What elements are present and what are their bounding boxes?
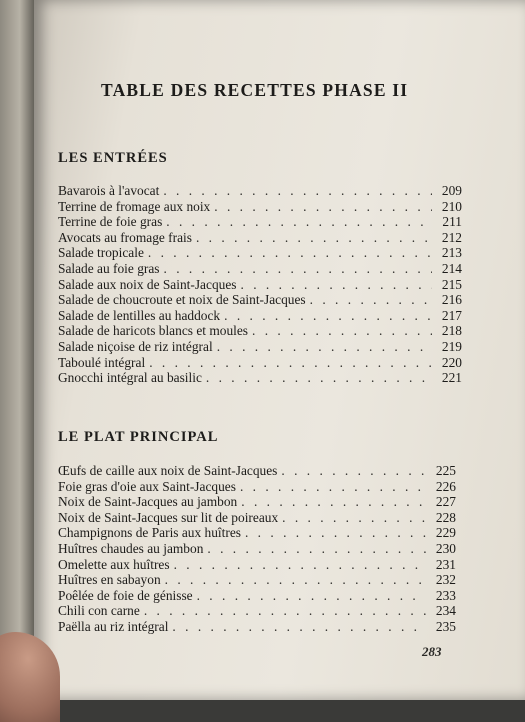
dot-leader xyxy=(166,214,432,230)
recipe-name: Avocats au fromage frais xyxy=(58,229,192,245)
recipe-name: Champignons de Paris aux huîtres xyxy=(58,525,241,541)
recipe-page-number: 214 xyxy=(441,260,462,276)
recipe-page-number: 226 xyxy=(435,478,456,494)
dot-leader xyxy=(240,479,426,495)
recipe-list-plat-principal xyxy=(58,463,456,635)
recipe-name: Salade de haricots blancs et moules xyxy=(58,323,249,339)
page-number: 283 xyxy=(422,644,442,659)
recipe-name: Terrine de fromage aux noix xyxy=(58,198,211,214)
facing-page-edge xyxy=(0,0,36,700)
dot-leader xyxy=(196,230,432,246)
recipe-page-number: 232 xyxy=(435,572,456,588)
recipe-page-number: 218 xyxy=(441,323,462,339)
recipe-name: Taboulé intégral xyxy=(58,354,146,370)
recipe-page-number: 215 xyxy=(441,276,462,292)
recipe-page-number: 209 xyxy=(441,183,462,198)
recipe-page-number: 229 xyxy=(435,525,456,541)
dot-leader xyxy=(224,308,432,324)
dot-leader xyxy=(281,463,426,479)
dot-leader xyxy=(172,619,426,635)
dot-leader xyxy=(245,525,426,541)
dot-leader xyxy=(206,370,432,386)
toc-entry xyxy=(58,339,462,355)
recipe-page-number: 233 xyxy=(435,587,456,603)
recipe-page-number: 212 xyxy=(441,229,462,245)
recipe-name: Poêlée de foie de génisse xyxy=(58,587,193,603)
recipe-name: Huîtres chaudes au jambon xyxy=(58,540,204,556)
recipe-page-number: 217 xyxy=(441,307,462,323)
recipe-page-number: 216 xyxy=(441,292,462,308)
toc-entry xyxy=(58,292,462,308)
toc-entry xyxy=(58,199,462,215)
toc-entry xyxy=(58,463,456,479)
recipe-name: Chili con carne xyxy=(58,603,140,619)
recipe-page-number: 227 xyxy=(435,494,456,510)
recipe-name: Salade niçoise de riz intégral xyxy=(58,338,213,354)
toc-entry xyxy=(58,183,462,199)
recipe-name: Œufs de caille aux noix de Saint-Jacques xyxy=(58,463,278,478)
recipe-name: Salade de lentilles au haddock xyxy=(58,307,221,323)
section-heading-plat-principal: LE PLAT PRINCIPAL xyxy=(58,429,219,445)
dot-leader xyxy=(165,572,426,588)
recipe-page-number: 219 xyxy=(441,338,462,354)
recipe-name: Noix de Saint-Jacques au jambon xyxy=(58,494,238,510)
recipe-name: Noix de Saint-Jacques sur lit de poireaux xyxy=(58,509,279,525)
recipe-name: Salade tropicale xyxy=(58,245,144,261)
toc-entry xyxy=(58,214,462,230)
dot-leader xyxy=(282,510,426,526)
toc-entry xyxy=(58,355,462,371)
dot-leader xyxy=(164,261,432,277)
recipe-page-number: 210 xyxy=(441,198,462,214)
dot-leader xyxy=(310,292,432,308)
recipe-name: Foie gras d'oie aux Saint-Jacques xyxy=(58,478,236,494)
toc-entry xyxy=(58,261,462,277)
toc-entry xyxy=(58,525,456,541)
toc-entry xyxy=(58,323,462,339)
recipe-name: Omelette aux huîtres xyxy=(58,556,170,572)
dot-leader xyxy=(207,541,426,557)
toc-entry xyxy=(58,479,456,495)
dot-leader xyxy=(174,557,426,573)
dot-leader xyxy=(149,355,432,371)
recipe-page-number: 211 xyxy=(442,214,462,230)
toc-entry xyxy=(58,510,456,526)
section-heading-entrees: LES ENTRÉES xyxy=(58,150,168,166)
recipe-page-number: 230 xyxy=(435,540,456,556)
toc-entry xyxy=(58,245,462,261)
dot-leader xyxy=(214,199,432,215)
toc-entry xyxy=(58,541,456,557)
recipe-page-number: 228 xyxy=(435,509,456,525)
recipe-page-number: 225 xyxy=(435,463,456,478)
page-title: TABLE DES RECETTES PHASE II xyxy=(101,80,409,100)
toc-entry xyxy=(58,308,462,324)
toc-entry xyxy=(58,588,456,604)
dot-leader xyxy=(241,494,426,510)
dot-leader xyxy=(163,183,432,199)
recipe-page-number: 213 xyxy=(441,245,462,261)
dot-leader xyxy=(252,323,432,339)
toc-entry xyxy=(58,230,462,246)
toc-entry xyxy=(58,277,462,293)
recipe-name: Bavarois à l'avocat xyxy=(58,183,160,198)
recipe-name: Salade aux noix de Saint-Jacques xyxy=(58,276,237,292)
recipe-page-number: 234 xyxy=(435,603,456,619)
toc-entry xyxy=(58,603,456,619)
recipe-name: Gnocchi intégral au basilic xyxy=(58,370,202,386)
recipe-page-number: 231 xyxy=(435,556,456,572)
dot-leader xyxy=(241,277,433,293)
toc-entry xyxy=(58,557,456,573)
dot-leader xyxy=(148,245,432,261)
recipe-name: Paëlla au riz intégral xyxy=(58,618,169,634)
recipe-name: Terrine de foie gras xyxy=(58,214,163,230)
toc-entry xyxy=(58,370,462,386)
toc-entry xyxy=(58,494,456,510)
toc-entry xyxy=(58,619,456,635)
recipe-page-number: 235 xyxy=(435,618,456,634)
dot-leader xyxy=(217,339,432,355)
dot-leader xyxy=(144,603,426,619)
recipe-name: Salade de choucroute et noix de Saint-Jacques xyxy=(58,292,306,308)
toc-entry xyxy=(58,572,456,588)
recipe-name: Salade au foie gras xyxy=(58,260,160,276)
recipe-page-number: 220 xyxy=(441,354,462,370)
recipe-list-entrees xyxy=(58,183,462,386)
recipe-name: Huîtres en sabayon xyxy=(58,572,161,588)
dot-leader xyxy=(197,588,426,604)
recipe-page-number: 221 xyxy=(441,370,462,386)
